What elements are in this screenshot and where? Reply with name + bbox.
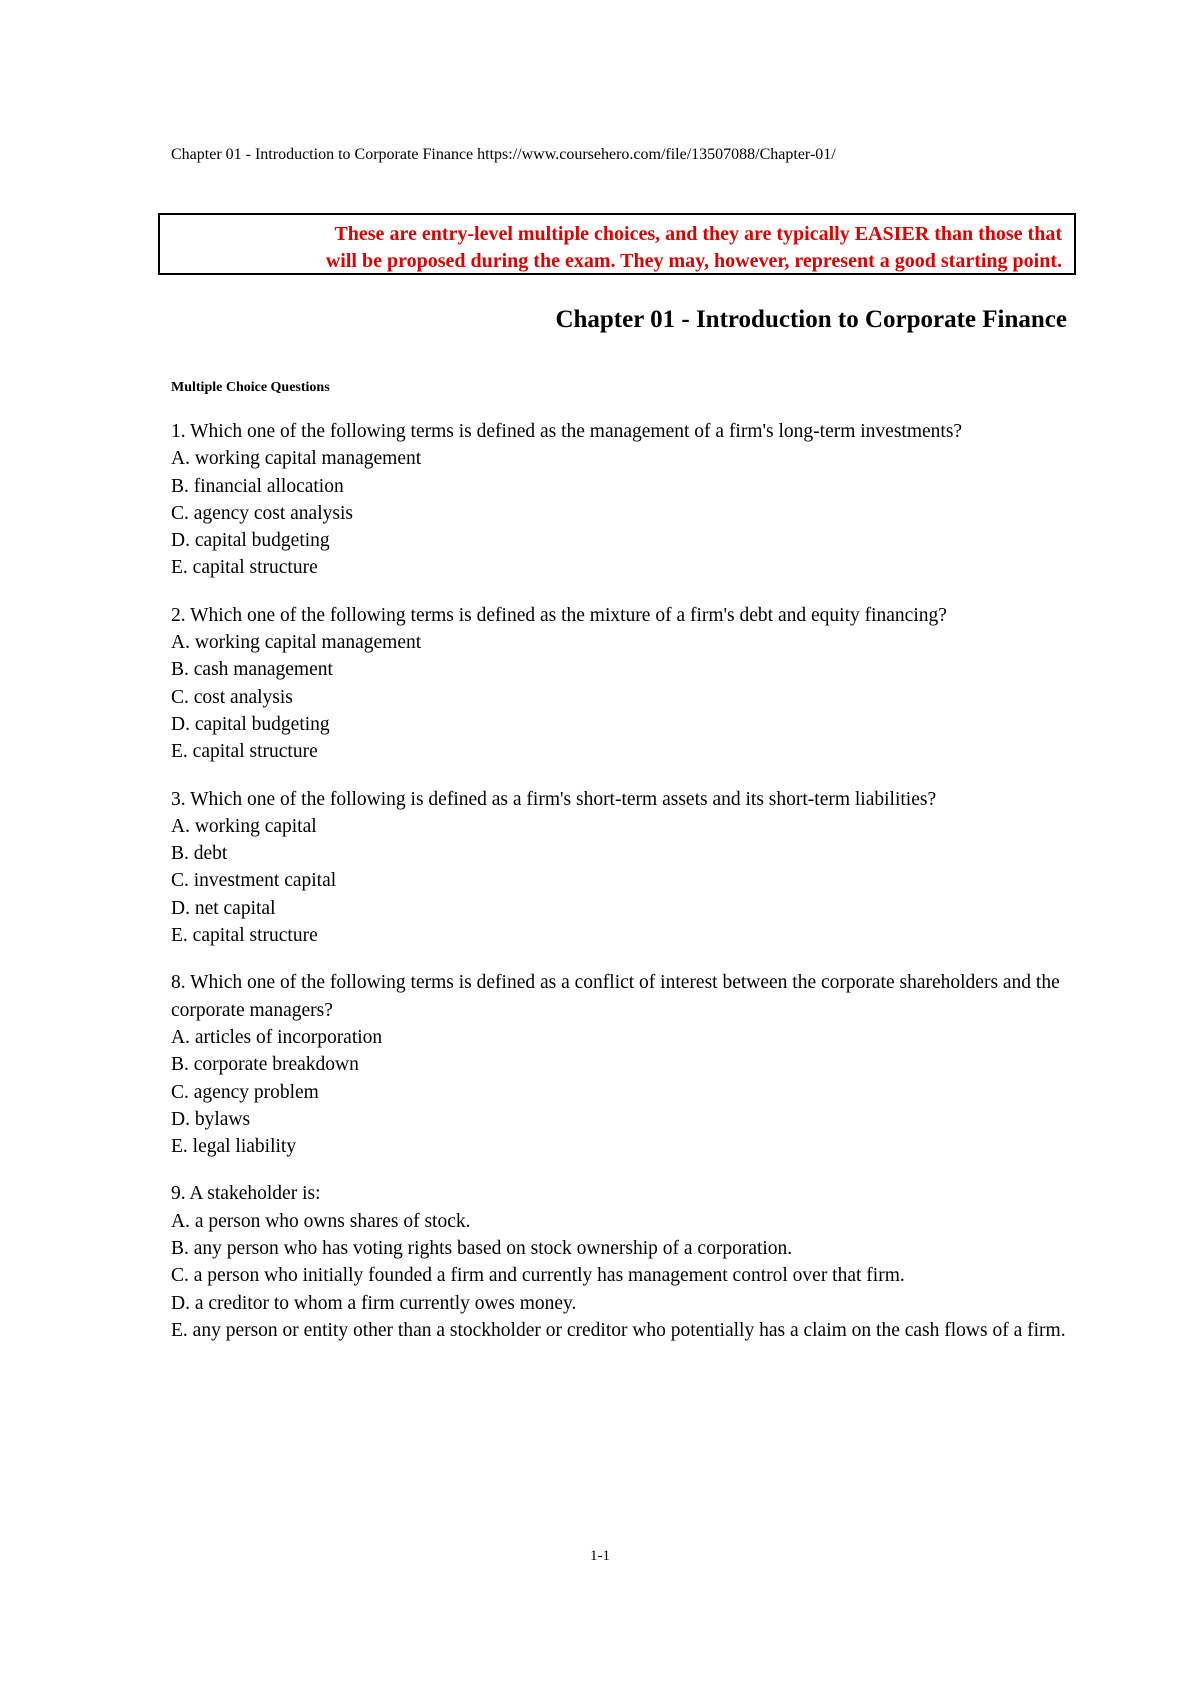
question-item	[171, 786, 1071, 950]
question-text: 8. Which one of the following terms is defined as a conflict of interest between the corporate shareholders and the corporate managers?	[171, 972, 1060, 1021]
answer-choice: A. working capital management	[171, 448, 422, 470]
question-text: 9. A stakeholder is:	[171, 1183, 321, 1205]
question-item	[171, 969, 1071, 1160]
notice-box	[158, 213, 1076, 275]
answer-choice: E. any person or entity other than a stockholder or creditor who potentially has a claim on the cash flows of a firm.	[171, 1319, 1066, 1341]
answer-choice: C. agency cost analysis	[171, 502, 353, 524]
answer-choice: C. investment capital	[171, 870, 337, 892]
answer-choice: D. bylaws	[171, 1108, 251, 1130]
answer-choice: E. capital structure	[171, 741, 318, 763]
running-header: Chapter 01 - Introduction to Corporate Finance https://www.coursehero.com/file/13507088/Chapter-01/	[171, 146, 836, 163]
question-text: 1. Which one of the following terms is defined as the management of a firm's long-term investments?	[171, 421, 963, 442]
notice-line-1: These are entry-level multiple choices, and they are typically EASIER than those that	[334, 223, 1062, 245]
answer-choice: E. legal liability	[171, 1136, 297, 1158]
answer-choice: E. capital structure	[171, 557, 318, 579]
question-item	[171, 602, 1071, 766]
answer-choice: D. net capital	[171, 897, 276, 919]
answer-choice: D. capital budgeting	[171, 530, 330, 552]
answer-choice: C. a person who initially founded a firm and currently has management control over that firm.	[171, 1265, 905, 1287]
question-text: 2. Which one of the following terms is defined as the mixture of a firm's debt and equity financing?	[171, 604, 947, 626]
answer-choice: A. a person who owns shares of stock.	[171, 1210, 471, 1232]
answer-choice: A. working capital management	[171, 632, 422, 654]
section-label: Multiple Choice Questions	[171, 380, 330, 395]
answer-choice: B. any person who has voting rights based on stock ownership of a corporation.	[171, 1238, 793, 1260]
notice-text	[182, 221, 1062, 275]
answer-choice: B. financial allocation	[171, 475, 344, 497]
answer-choice: E. capital structure	[171, 925, 318, 947]
question-text: 3. Which one of the following is defined as a firm's short-term assets and its short-term liabilities?	[171, 788, 937, 810]
question-item	[171, 418, 1071, 582]
answer-choice: B. corporate breakdown	[171, 1054, 359, 1076]
answer-choice: B. debt	[171, 843, 228, 865]
answer-choice: D. capital budgeting	[171, 713, 330, 735]
page-number: 1-1	[590, 1548, 610, 1564]
answer-choice: C. cost analysis	[171, 686, 293, 708]
question-item	[171, 1180, 1071, 1344]
chapter-title: Chapter 01 - Introduction to Corporate Finance	[555, 306, 1067, 333]
notice-line-2: will be proposed during the exam. They may, however, represent a good starting point.	[325, 250, 1062, 272]
answer-choice: D. a creditor to whom a firm currently owes money.	[171, 1292, 577, 1314]
answer-choice: A. working capital	[171, 815, 317, 837]
answer-choice: A. articles of incorporation	[171, 1026, 383, 1048]
answer-choice: C. agency problem	[171, 1081, 319, 1103]
answer-choice: B. cash management	[171, 659, 333, 681]
question-list	[171, 418, 1071, 1364]
